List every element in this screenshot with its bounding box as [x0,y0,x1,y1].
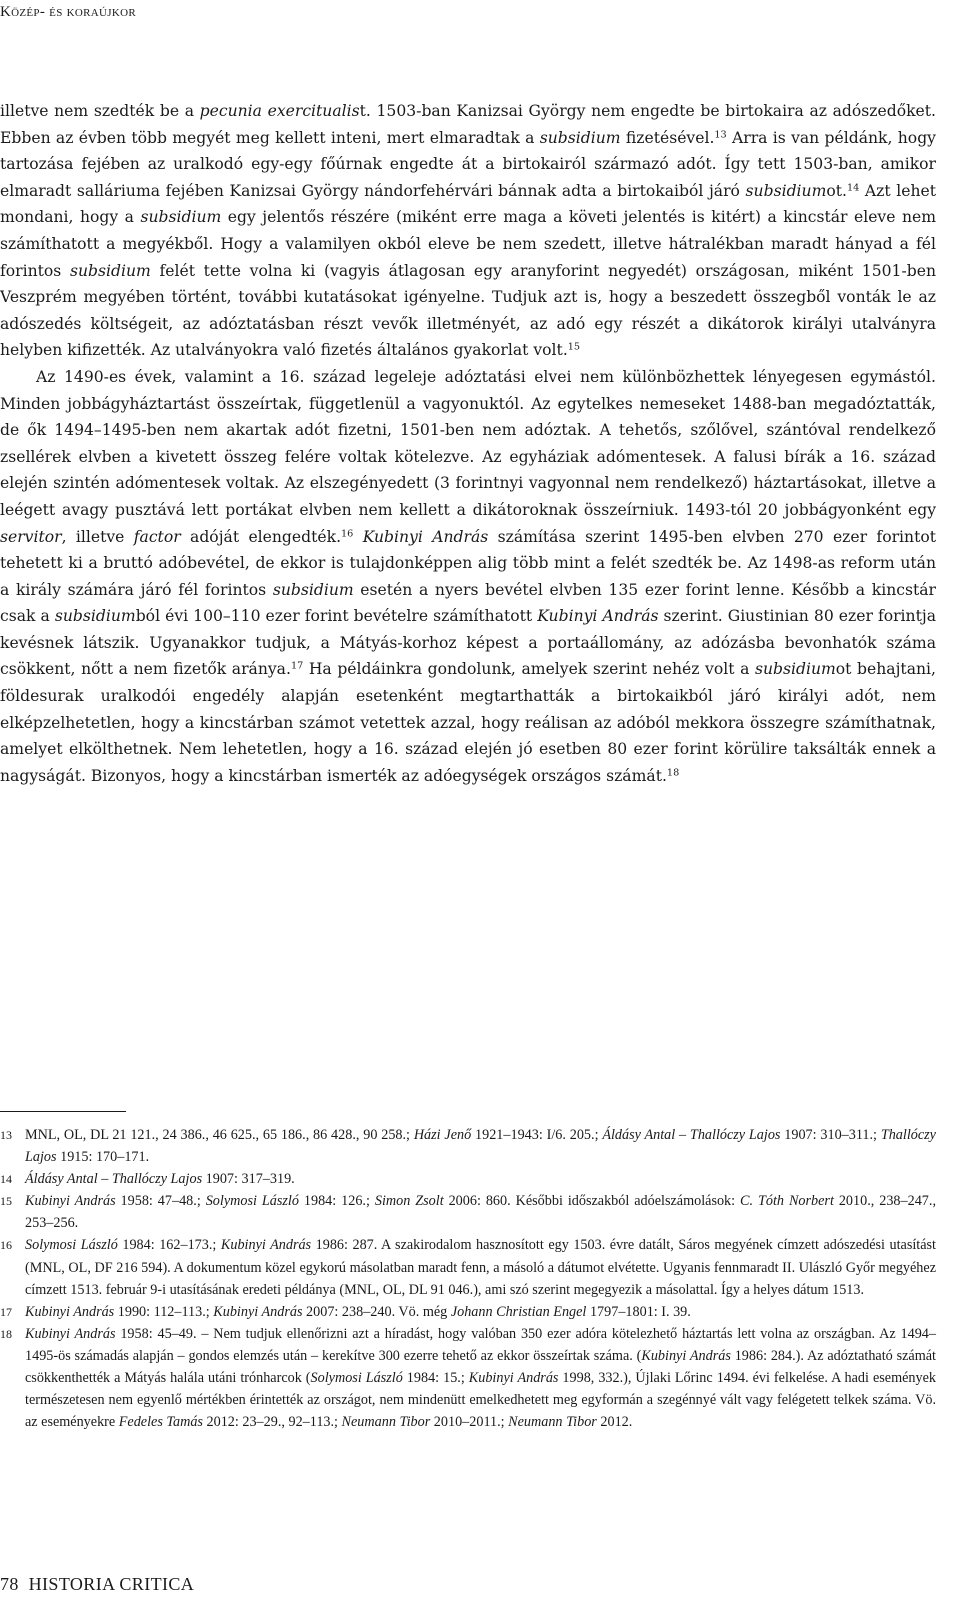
page-footer [0,1574,194,1595]
italic-text: Kubinyi András [25,1193,116,1210]
italic-text: subsidium [745,181,827,200]
text-run: 1990: 112–113.; [114,1303,214,1320]
italic-text: subsidium [70,261,151,280]
footnote [0,1323,936,1433]
text-run: , illetve [61,527,134,546]
text-run: egy jelentős részére (miként erre maga a követi jelentés is kitért) a kincstár eleve nem számíthatott a megyékből. Hogy a valamilyen okból eleve be nem szedett, illetve hátralékban maradt hányad a fél forintos [0,208,937,280]
footnote-text [25,1171,295,1187]
text-run: 1998, 332.), Újlaki Lőrinc 1494. évi felkelése. A hadi események természetesen nem egyenlő mértékben érintették az országot, nem mindenütt emelkedhetett meg egyformán a szegénnyé vált vagy felégetett telkek száma. Vö. az eseményekre [25,1370,936,1431]
italic-text: pecunia exercitualis [199,102,360,120]
footnote-ref[interactable]: 18 [666,767,680,779]
italic-text: Kubinyi András [537,607,659,626]
italic-text: Neumann Tibor [508,1414,597,1431]
text-run: 1797–1801: I. 39. [586,1303,691,1320]
text-run: t. 1503-ban Kanizsai György nem engedte be birtokaira az adószedőket. Ebben az évben több megyét meg kellett inteni, mert elmaradtak a [0,102,936,147]
footnote-text [25,1193,936,1231]
text-run: szerint. Giustinian 80 ezer forintja kevésnek látszik. Ugyanakkor tudjuk, a Mátyás-korhoz képest a portaállomány, az adózásba bevonhatók száma csökkent, nőtt a nem fizetők aránya. [0,607,936,679]
text-run: adóját elengedték. [180,527,342,546]
text-run: 1984: 126.; [298,1193,375,1210]
text-run: Ha példáinkra gondolunk, amelyek szerint nehéz volt a [303,660,755,679]
footnote-text [25,1326,936,1430]
text-run: 1921–1943: I/6. 205.; [471,1127,603,1143]
footnote-number: 15 [0,1194,12,1209]
italic-text: Thallóczy Lajos [25,1127,936,1166]
italic-text: subsidium [140,208,222,227]
text-run: 1984: 162–173.; [117,1237,221,1254]
text-run: Arra is van példánk, hogy tartozása fejében az uralkodó egy-egy főúrnak engedte át a birtokairól származó adót. Így tett 1503-ban, amikor elmaradt salláriuma fejében Kanizsai György nándorfehérvári bánnak adta a birtokaiból járó [0,128,936,200]
italic-text: Neumann Tibor [341,1414,431,1431]
footnote-number: 17 [0,1304,12,1319]
italic-text: subsidium [54,607,136,626]
italic-text: Solymosi László [25,1237,118,1254]
text-run [353,528,362,546]
paragraph-1 [0,98,936,364]
italic-text: Simon Zsolt [374,1193,444,1210]
italic-text: subsidium [539,128,621,147]
italic-text: factor [133,527,181,546]
text-run: fizetésével. [620,128,715,147]
italic-text: servitor [0,527,62,546]
footnote-ref[interactable]: 14 [847,182,860,194]
page-number: 78 [0,1574,19,1594]
italic-text: Áldásy Antal – Thallóczy Lajos [25,1171,203,1188]
italic-text: C. Tóth Norbert [740,1193,834,1210]
running-head: Közép- és koraújkor [0,4,136,20]
italic-text: Kubinyi András [468,1370,559,1387]
italic-text: Kubinyi András [25,1325,116,1342]
text-run: 2012: 23–29., 92–113.; [202,1414,342,1431]
italic-text: Kubinyi András [213,1303,303,1320]
main-text [0,98,936,789]
text-run: 1915: 170–171. [56,1149,150,1166]
italic-text: Házi Jenő [413,1127,472,1143]
text-run: esetén a nyers bevétel elvben 135 ezer forint lenne. Később a kincstár csak a [0,580,936,626]
italic-text: Kubinyi András [25,1303,115,1320]
footnote-ref[interactable]: 17 [290,661,304,673]
text-run: ot. [826,181,847,200]
footnote [0,1168,936,1190]
footnote-number: 14 [0,1172,12,1187]
footnote [0,1234,936,1300]
footnotes [0,1124,936,1433]
text-run: 1986: 284.). Az adóztatható számát csökkenthették a Mátyás halála utáni trónharcok ( [25,1347,936,1387]
footnote-ref[interactable]: 16 [341,528,354,540]
footnote [0,1124,936,1168]
footnote-number: 16 [0,1238,12,1253]
italic-text: Johann Christian Engel [450,1303,587,1320]
text-run: 1958: 47–48.; [115,1193,206,1210]
footnote-ref[interactable]: 15 [567,342,581,354]
text-run: 2006: 860. Későbbi időszakból adóelszámolások: [443,1193,741,1210]
italic-text: Kubinyi András [220,1237,312,1254]
footnote-text [25,1237,936,1297]
text-run: 2010., 238–247., 253–256. [25,1193,936,1232]
italic-text: Áldásy Antal – Thallóczy Lajos [602,1127,781,1143]
italic-text: subsidium [754,660,836,679]
text-run: 2012. [596,1414,633,1431]
text-run: 1986: 287. A szakirodalom hasznosított egy 1503. évre datált, Sáros megyének címzett adószedési utasítást (MNL, OL, DF 216 594). A dokumentum közel egykorú másolatban maradt fenn, a másoló a dátumot elvétette. Ugyanis fennmaradt II. Ulászló Győr megyéhez címzett 1513. február 9-i utasításának eredeti példánya (MNL, OL, DL 91 046.), ami szó szerint megegyezik a másolattal. Így a helyes dátum 1513. [25,1237,936,1298]
text-run: ból évi 100–110 ezer forint bevételre számíthatott [135,607,538,626]
italic-text: subsidium [272,580,354,599]
italic-text: Kubinyi András [641,1347,731,1364]
italic-text: Solymosi László [205,1193,299,1210]
italic-text: Fedeles Tamás [118,1414,203,1431]
text-run: 1907: 317–319. [202,1171,295,1188]
footnote [0,1301,936,1323]
text-run: 2007: 238–240. Vö. még [302,1303,451,1320]
paragraph-2 [0,364,936,790]
journal-title: HISTORIA CRITICA [28,1574,195,1594]
text-run: 2010–2011.; [430,1414,509,1431]
text-run: 1907: 310–311.; [780,1127,881,1143]
text-run: 1984: 15.; [402,1370,469,1387]
text-run: ot behajtani, földesurak uralkodói engedély alapján esetenként megtarthatták a birtokaikból járó királyi adót, nem elképzelhetetlen, hogy a kincstárban számot vetettek azzal, hogy reálisan az adóból mekkora összegre számíthatnak, amelyet elkölthetnek. Nem lehetetlen, hogy a 16. század elején jó esetben 80 ezer forint körülire taksálták ennek a nagyságát. Bizonyos, hogy a kincstárban ismerték az adóegységek országos számát. [0,660,936,785]
text-run: Azt lehet mondani, hogy a [0,181,936,227]
text-run: illetve nem szedték be a [0,102,200,120]
footnote-ref[interactable]: 13 [714,129,727,141]
footnote [0,1190,936,1234]
footnote-separator [0,1111,126,1112]
footnote-number: 13 [0,1128,12,1142]
text-run: felét tette volna ki (vagyis átlagosan egy aranyforint negyedét) országosan, miként 1501-ben Veszprém megyében történt, további kutatásokat igényelne. Tudjuk azt is, hogy a beszedett összegből vonták le az adószedés költségeit, az adóztatásban részt vevők illetményét, az adó egy részét a dikátorok királyi utalványra helyben kifizették. Az utalványokra való fizetés általános gyakorlat volt. [0,261,936,360]
text-run: számítása szerint 1495-ben elvben 270 ezer forintot tehetett ki a bruttó adóbevétel, de ekkor is tulajdonképpen alig több mint a felét szedték be. Az 1498-as reform után a király számára járó fél forintos [0,527,936,599]
text-run: 1958: 45–49. – Nem tudjuk ellenőrizni azt a híradást, hogy valóban 350 ezer adóra kötelezhető háztartás lett volna az országban. Az 1494–1495-ös számadás alapján – gondos elemzés után – kerekítve 300 ezerre tehető az ekkor összeírtak száma. ( [25,1325,936,1364]
footnote-text [25,1304,691,1320]
footnote-text [25,1127,936,1165]
footnote-number: 18 [0,1326,12,1341]
italic-text: Solymosi László [310,1370,403,1387]
text-run: Az 1490-es évek, valamint a 16. század legeleje adóztatási elvei nem különbözhettek lényegesen egymástól. Minden jobbágyháztartást összeírtak, függetlenül a vagyonuktól. Az egytelkes nemeseket 1488-ban megadóztatták, de ők 1494–1495-ben nem akartak adót fizetni, 1501-ben nem adóztak. A tehetős, szőlővel, szántóval rendelkező zsellérek elvben a kivetett összeg felére voltak kötelezve. Az egyháziak adómentesek. A falusi bírák a 16. század elején szintén adómentesek voltak. Az elszegényedett (3 forintnyi vagyonnal nem rendelkező) háztartásokat, illetve a leégett avagy pusztává lett portákat elvben nem kellett a dikátoroknak összeírniuk. 1493-tól 20 jobbágyonként egy [0,367,936,519]
text-run: MNL, OL, DL 21 121., 24 386., 46 625., 65 186., 86 428., 90 258.; [25,1127,414,1143]
italic-text: Kubinyi András [362,527,489,546]
